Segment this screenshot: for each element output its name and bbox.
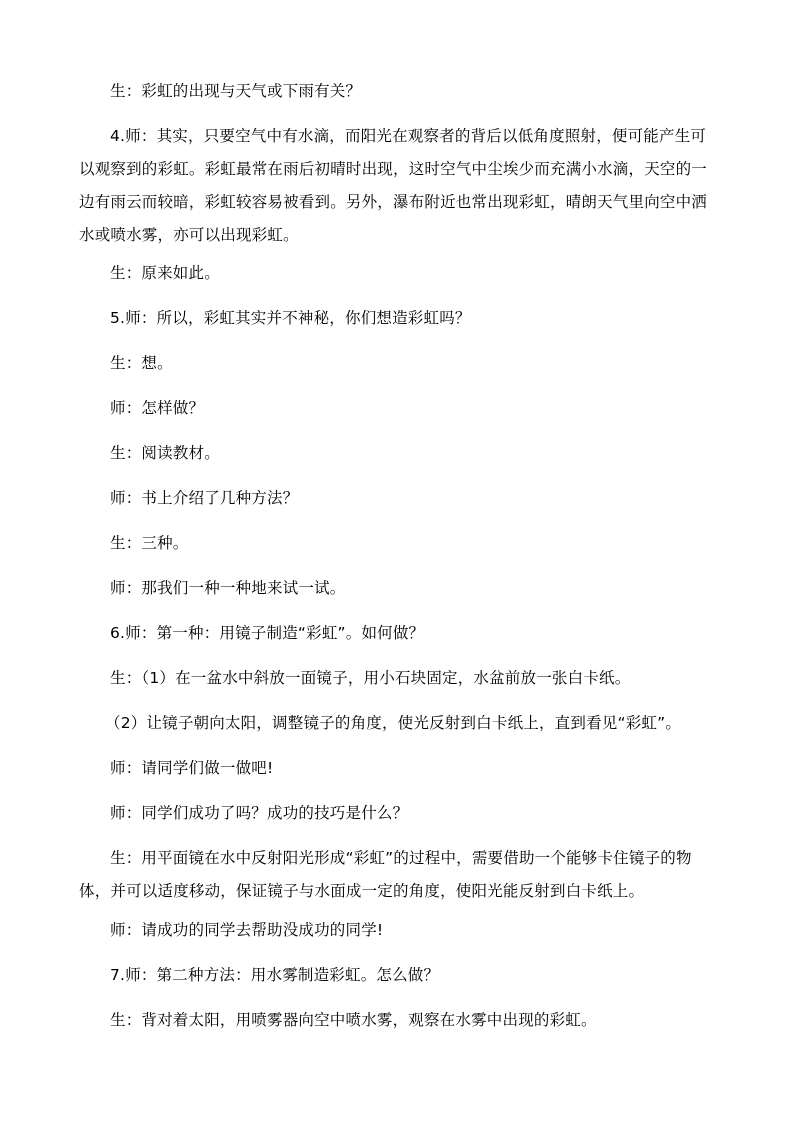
text-line: 5.师：所以，彩虹其实并不神秘，你们想造彩虹吗？ bbox=[110, 309, 471, 327]
text-line: 4.师：其实，只要空气中有水滴，而阳光在观察者的背后以低角度照射，便可能产生可 bbox=[110, 127, 707, 145]
text-line: 师：怎样做？ bbox=[110, 399, 205, 417]
paragraph-teacher-methods bbox=[79, 482, 758, 515]
text-line: 生：阅读教材。 bbox=[110, 444, 220, 462]
paragraph-teacher-mist bbox=[79, 959, 758, 992]
text-line: （2）让镜子朝向太阳，调整镜子的角度，使光反射到白卡纸上，直到看见“彩虹”。 bbox=[105, 714, 682, 732]
paragraph-student-technique bbox=[79, 842, 758, 908]
text-line: 水或喷水雾，亦可以出现彩虹。 bbox=[79, 226, 299, 244]
text-line: 生：彩虹的出现与天气或下雨有关？ bbox=[110, 82, 362, 100]
text-line: 生：（1）在一盆水中斜放一面镜子，用小石块固定，水盆前放一张白卡纸。 bbox=[110, 669, 631, 687]
paragraph-student-reply bbox=[79, 257, 758, 290]
text-line: 以观察到的彩虹。彩虹最常在雨后初晴时出现，这时空气中尘埃少而充满小水滴，天空的一 bbox=[79, 160, 708, 178]
paragraph-student-weather bbox=[79, 75, 758, 108]
paragraph-teacher-question bbox=[79, 302, 758, 335]
text-line: 边有雨云而较暗，彩虹较容易被看到。另外，瀑布附近也常出现彩虹，晴朗天气里向空中洒 bbox=[79, 193, 708, 211]
text-line: 生：背对着太阳，用喷雾器向空中喷水雾，观察在水雾中出现的彩虹。 bbox=[110, 1011, 597, 1029]
text-line: 生：三种。 bbox=[110, 534, 189, 552]
text-line: 师：请成功的同学去帮助没成功的同学! bbox=[110, 921, 384, 939]
paragraph-teacher-success bbox=[79, 797, 758, 830]
paragraph-teacher-help bbox=[79, 914, 758, 947]
text-line: 6.师：第一种：用镜子制造“彩虹”。如何做？ bbox=[110, 624, 425, 642]
paragraph-teacher-how bbox=[79, 392, 758, 425]
paragraph-teacher-explanation bbox=[79, 120, 758, 252]
text-line: 师：那我们一种一种地来试一试。 bbox=[110, 579, 346, 597]
paragraph-student-step1 bbox=[79, 662, 758, 695]
paragraph-teacher-try bbox=[79, 572, 758, 605]
paragraph-student-three bbox=[79, 527, 758, 560]
paragraph-student-mist bbox=[79, 1004, 758, 1037]
text-line: 师：书上介绍了几种方法？ bbox=[110, 489, 299, 507]
paragraph-student-read bbox=[79, 437, 758, 470]
text-line: 体，并可以适度移动，保证镜子与水面成一定的角度，使阳光能反射到白卡纸上。 bbox=[79, 882, 645, 900]
paragraph-student-step2 bbox=[79, 707, 753, 740]
paragraph-teacher-mirror bbox=[79, 617, 758, 650]
text-line: 生：想。 bbox=[110, 354, 173, 372]
text-line: 师：同学们成功了吗？成功的技巧是什么？ bbox=[110, 804, 409, 822]
text-line: 生：用平面镜在水中反射阳光形成“彩虹”的过程中，需要借助一个能够卡住镜子的物 bbox=[110, 849, 692, 867]
text-line: 生：原来如此。 bbox=[110, 264, 220, 282]
text-line: 7.师：第二种方法：用水雾制造彩虹。怎么做？ bbox=[110, 966, 440, 984]
paragraph-teacher-doit bbox=[79, 752, 758, 785]
text-line: 师：请同学们做一做吧! bbox=[110, 759, 274, 777]
paragraph-student-want bbox=[79, 347, 758, 380]
